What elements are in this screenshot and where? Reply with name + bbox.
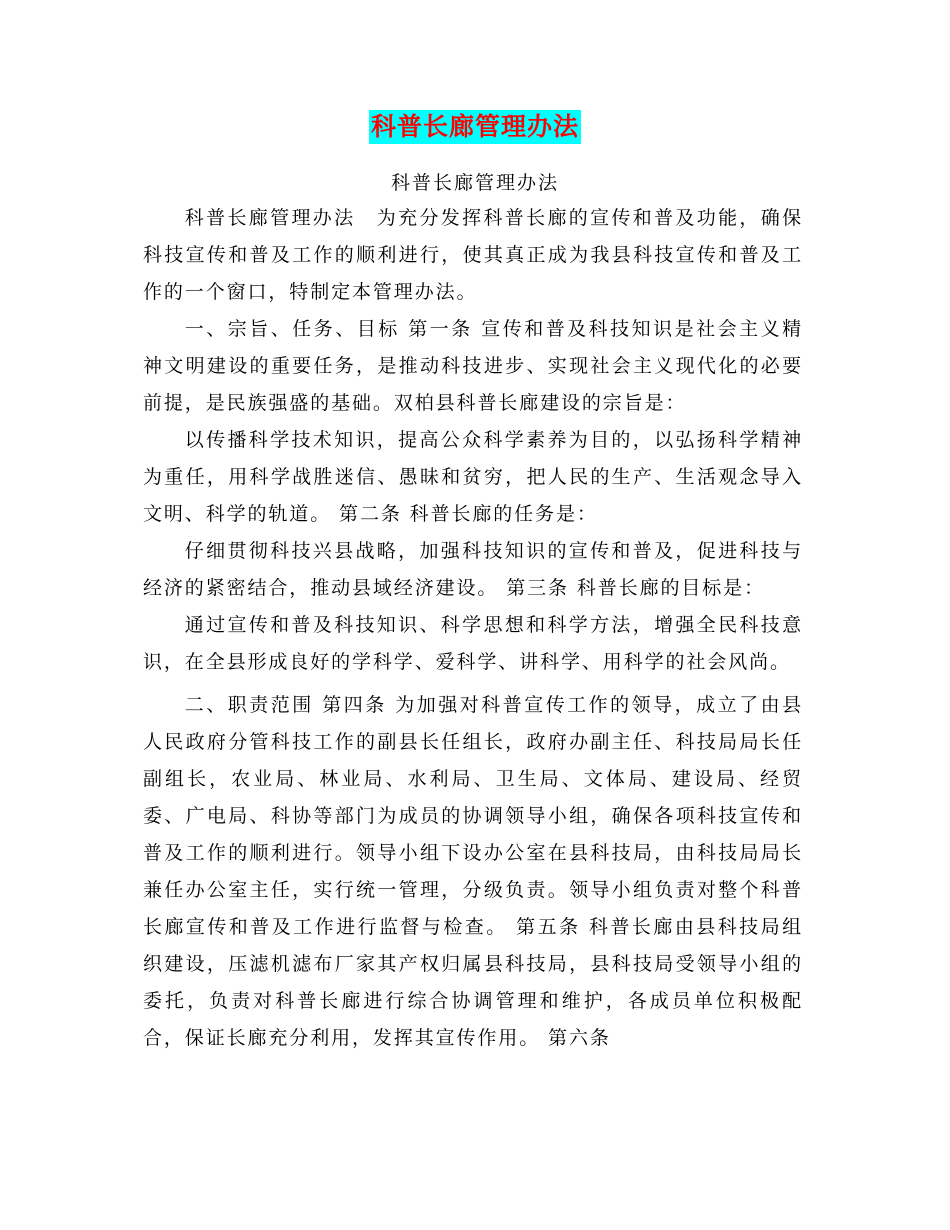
document-body (143, 200, 803, 1057)
paragraph-intro: 科普长廊管理办法 为充分发挥科普长廊的宣传和普及功能，确保科技宣传和普及工作的顺利进行，使其真正成为我县科技宣传和普及工作的一个窗口，特制定本管理办法。 (143, 207, 803, 303)
paragraph-purpose: 以传播科学技术知识，提高公众科学素养为目的，以弘扬科学精神为重任，用科学战胜迷信、愚昧和贫穷，把人民的生产、生活观念导入文明、科学的轨道。 第二条 科普长廊的任务是： (143, 429, 803, 525)
paragraph-tasks: 仔细贯彻科技兴县战略，加强科技知识的宣传和普及，促进科技与经济的紧密结合，推动县域经济建设。 第三条 科普长廊的目标是： (143, 540, 803, 599)
title-wrapper (0, 110, 950, 144)
document-subtitle: 科普长廊管理办法 (390, 172, 559, 194)
paragraph-responsibilities: 二、职责范围 第四条 为加强对科普宣传工作的领导，成立了由县人民政府分管科技工作的副县长任组长，政府办副主任、科技局局长任副组长，农业局、林业局、水利局、卫生局、文体局、建设局、经贸委、广电局、科协等部门为成员的协调领导小组，确保各项科技宣传和普及工作的顺利进行。领导小组下设办公室在县科技局，由科技局局长兼任办公室主任，实行统一管理，分级负责。领导小组负责对整个科普长廊宣传和普及工作进行监督与检查。 第五条 科普长廊由县科技局组织建设，压滤机滤布厂家其产权归属县科技局，县科技局受领导小组的委托，负责对科普长廊进行综合协调管理和维护，各成员单位积极配合，保证长廊充分利用，发挥其宣传作用。 第六条 (143, 694, 803, 1049)
document-title: 科普长廊管理办法 (369, 110, 581, 144)
paragraph-goals: 通过宣传和普及科技知识、科学思想和科学方法，增强全民科技意识，在全县形成良好的学科学、爱科学、讲科学、用科学的社会风尚。 (143, 614, 803, 673)
paragraph-article-1: 一、宗旨、任务、目标 第一条 宣传和普及科技知识是社会主义精神文明建设的重要任务，是推动科技进步、实现社会主义现代化的必要前提，是民族强盛的基础。双柏县科普长廊建设的宗旨是： (143, 318, 803, 414)
